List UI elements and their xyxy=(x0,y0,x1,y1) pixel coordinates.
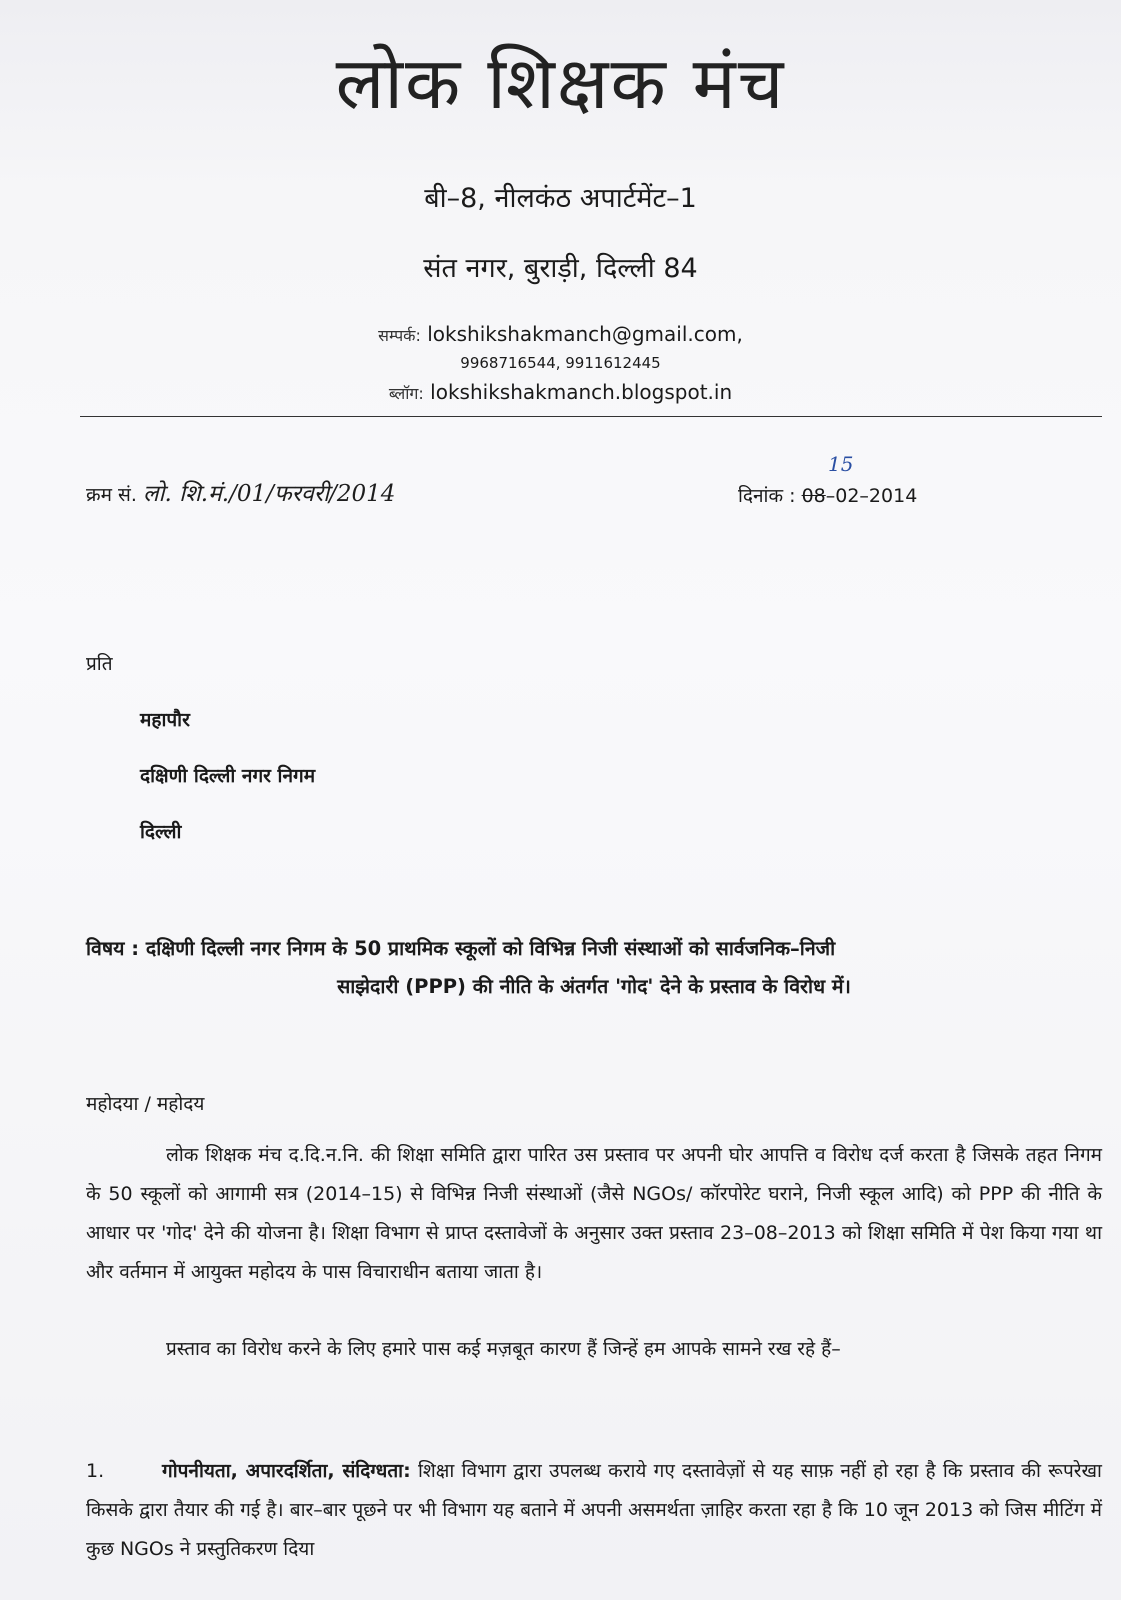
letterhead-title: लोक शिक्षक मंच xyxy=(335,41,786,125)
point-1 xyxy=(86,1452,1102,1569)
letter-date xyxy=(738,482,917,508)
recipient-line-3: दिल्ली xyxy=(140,821,182,843)
recipient-line-1: महापौर xyxy=(140,709,190,731)
contact-line xyxy=(0,322,1121,346)
date-rest: –02–2014 xyxy=(825,485,918,507)
header-divider xyxy=(80,416,1102,417)
address-line-1: बी–8, नीलकंठ अपार्टमेंट–1 xyxy=(424,183,697,214)
recipient-prefix: प्रति xyxy=(86,653,113,675)
date-label: दिनांक : xyxy=(738,485,796,507)
recipient-line-2: दक्षिणी दिल्ली नगर निगम xyxy=(140,765,316,787)
paragraph-2: प्रस्ताव का विरोध करने के लिए हमारे पास कई मज़बूत कारण हैं जिन्हें हम आपके सामने रख रहे हैं– xyxy=(166,1338,841,1360)
reference-handwritten: लो. शि.मं./01/फरवरी/2014 xyxy=(142,481,396,507)
point-heading: गोपनीयता, अपारदर्शिता, संदिग्धता: xyxy=(162,1460,411,1482)
blog-url: lokshikshakmanch.blogspot.in xyxy=(430,380,733,404)
date-struck-day: 08 xyxy=(801,485,826,507)
date-correction-handwritten: 15 xyxy=(828,452,854,476)
blog-label: ब्लॉग: xyxy=(388,384,424,403)
subject-line-1: विषय : दक्षिणी दिल्ली नगर निगम के 50 प्राथमिक स्कूलों को विभिन्न निजी संस्थाओं को सार्वजनिक–निजी xyxy=(86,937,836,960)
point-number: 1. xyxy=(86,1460,105,1482)
subject-block xyxy=(86,930,1102,1006)
blog-line xyxy=(0,380,1121,404)
paragraph-1: लोक शिक्षक मंच द.दि.न.नि. की शिक्षा समिति द्वारा पारित उस प्रस्ताव पर अपनी घोर आपत्ति व विरोध दर्ज करता है जिसके तहत निगम के 50 स्कूलों को आगामी सत्र (2014–15) से विभिन्न निजी संस्थाओं (जैसे NGOs/ कॉरपोरेट घराने, निजी स्कूल आदि) को PPP की नीति के आधार पर 'गोद' देने की योजना है। शिक्षा विभाग से प्राप्त दस्तावेजों के अनुसार उक्त प्रस्ताव 23–08–2013 को शिक्षा समिति में पेश किया गया था और वर्तमान में आयुक्त महोदय के पास विचाराधीन बताया जाता है। xyxy=(86,1144,1102,1283)
reference-number xyxy=(86,476,395,508)
subject-line-2: साझेदारी (PPP) की नीति के अंतर्गत 'गोद' देने के प्रस्ताव के विरोध में। xyxy=(337,975,851,998)
phone-numbers: 9968716544, 9911612445 xyxy=(460,354,661,372)
contact-label: सम्पर्क: xyxy=(378,326,421,345)
email-text: lokshikshakmanch@gmail.com, xyxy=(427,322,743,346)
point-text: शिक्षा विभाग द्वारा उपलब्ध कराये गए दस्तावेज़ों से यह साफ़ नहीं हो रहा है कि प्रस्ताव की रूपरेखा किसके द्वारा तैयार की गई है। बार–बार पूछने पर भी विभाग यह बताने में अपनी असमर्थता ज़ाहिर करता रहा है कि 10 जून 2013 को जिस मीटिंग में कुछ NGOs ने प्रस्तुतिकरण दिया xyxy=(86,1460,1102,1560)
address-line-2: संत नगर, बुराड़ी, दिल्ली 84 xyxy=(423,253,698,284)
reference-label: क्रम सं. xyxy=(86,484,137,506)
salutation: महोदया / महोदय xyxy=(86,1093,205,1115)
